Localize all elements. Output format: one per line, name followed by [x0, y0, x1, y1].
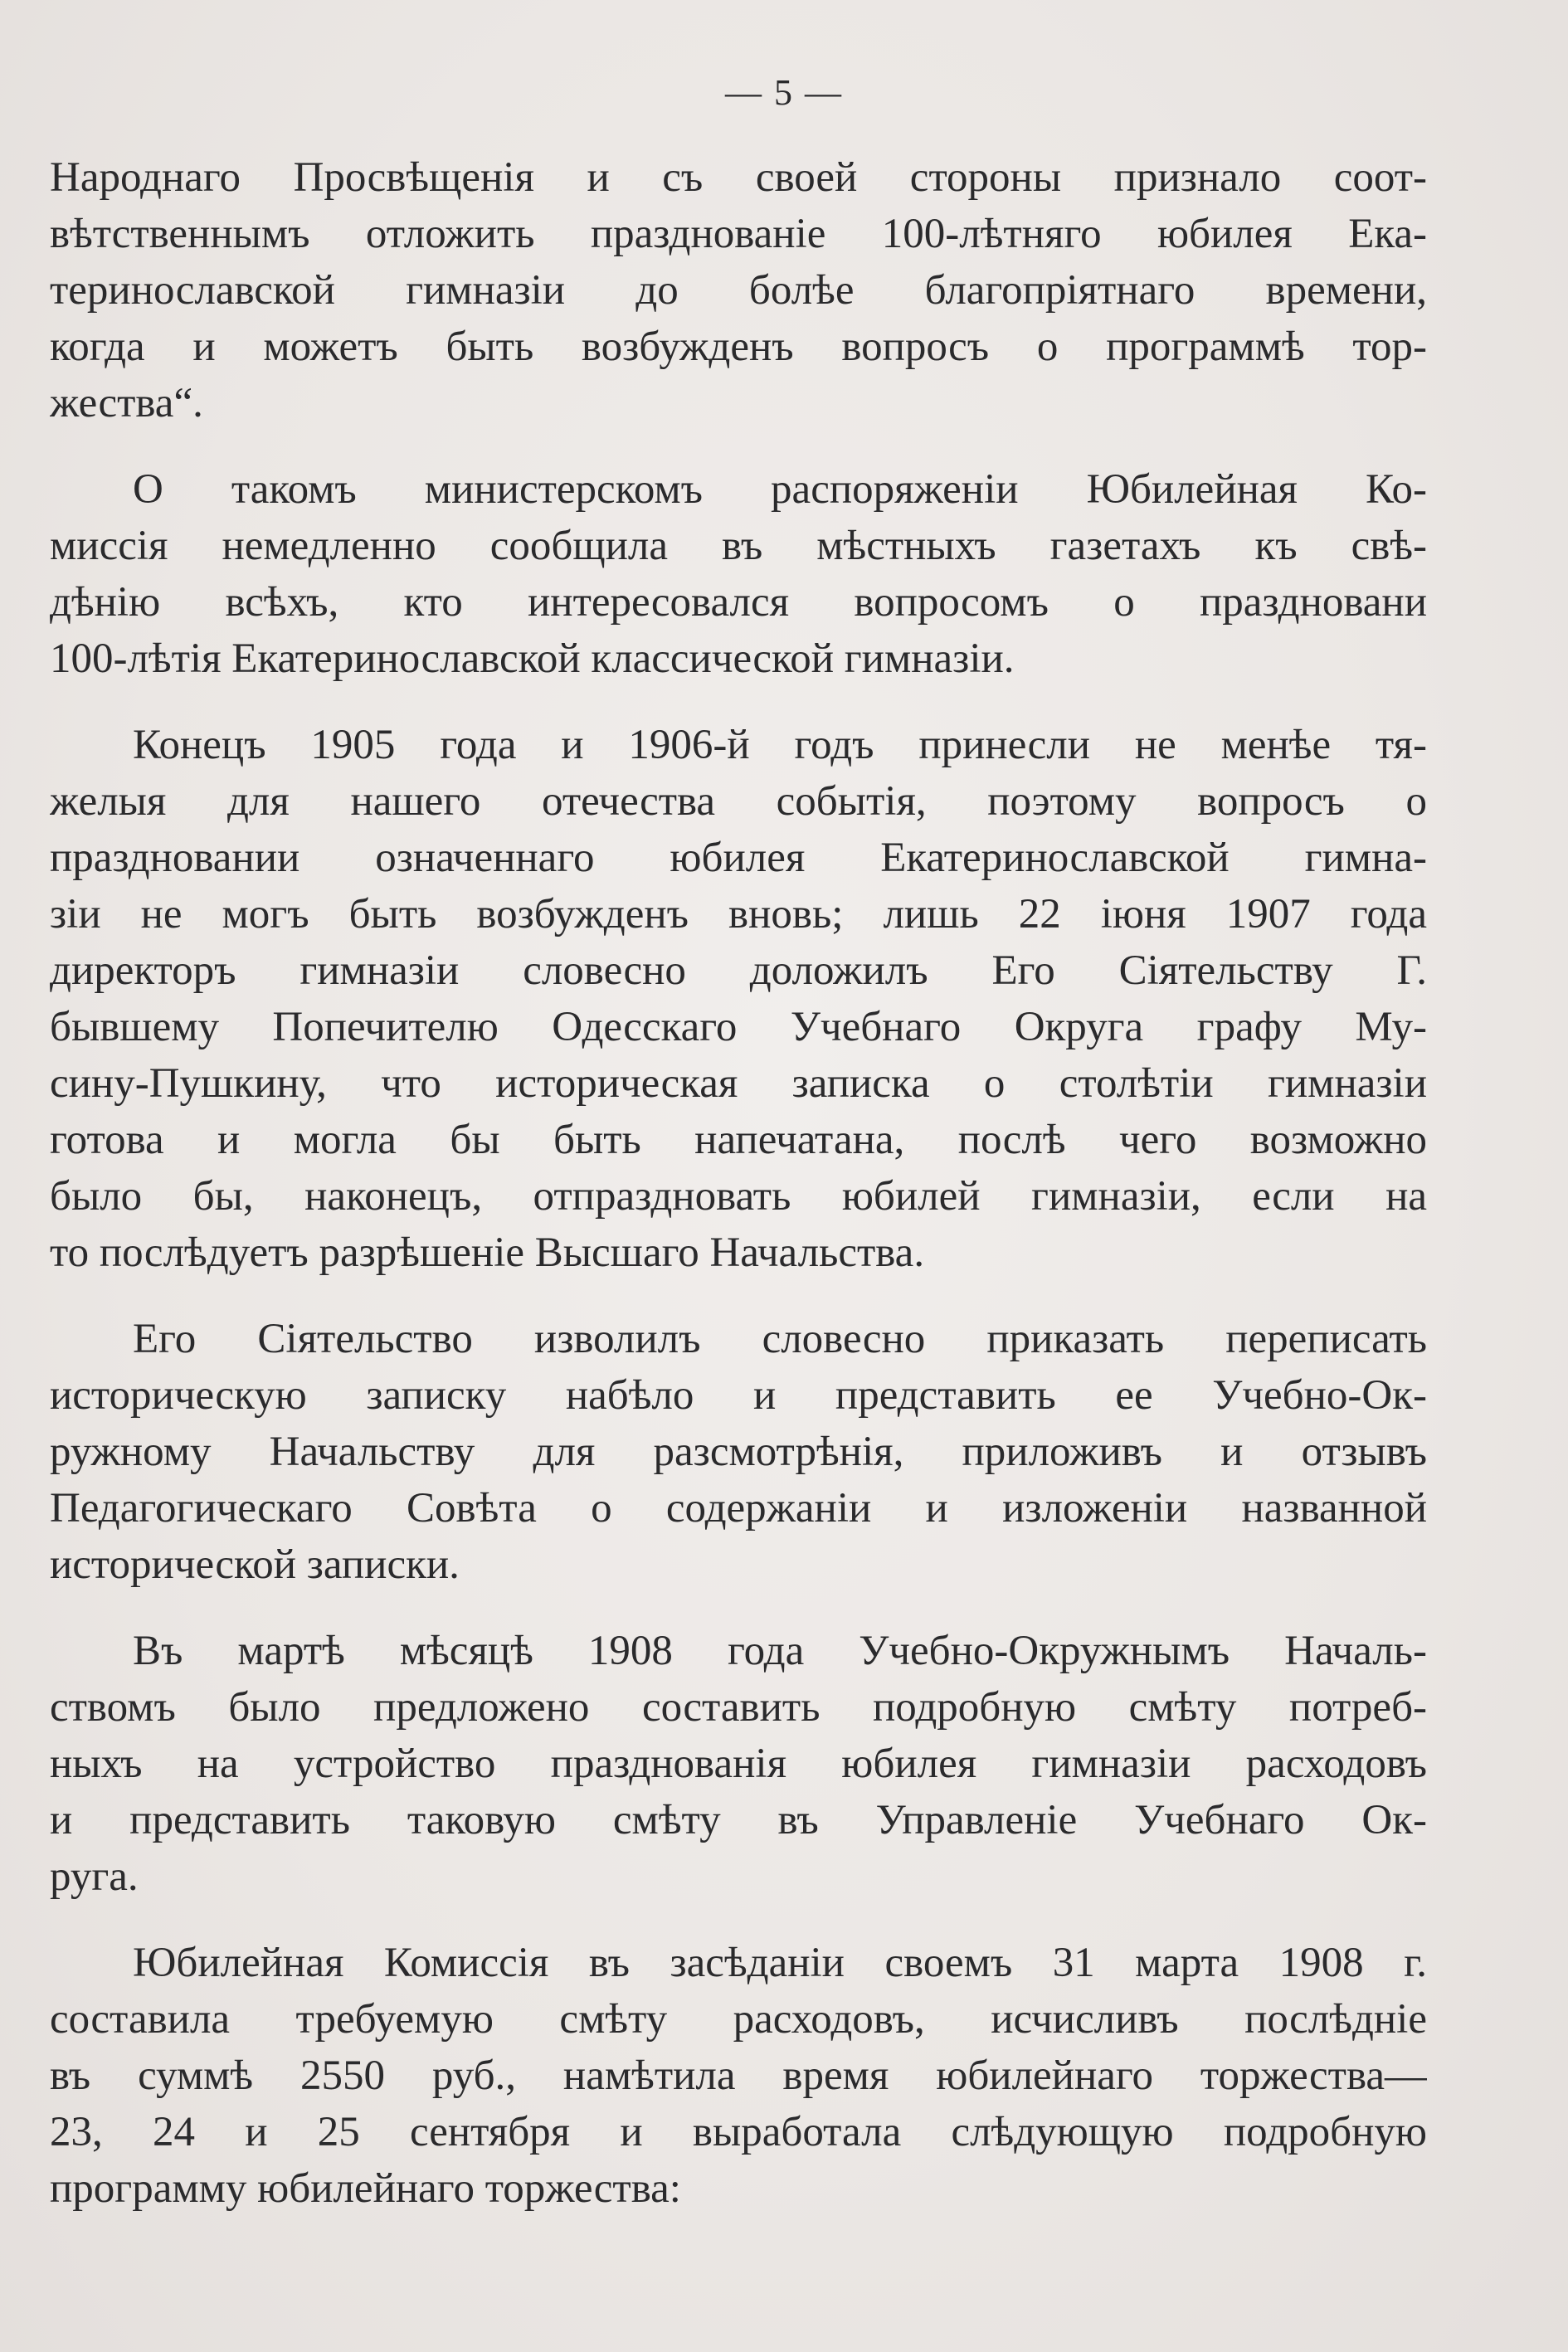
text-line: желыя для нашего отечества событія, поэтому вопросъ о [50, 778, 1427, 825]
text-line: составила требуемую смѣту расходовъ, исчисливъ послѣдніе [50, 1996, 1427, 2043]
text-line: жества“. [50, 380, 203, 426]
paragraph-3 [50, 717, 1427, 1281]
text-line: готова и могла бы быть напечатана, послѣ чего возможно [50, 1117, 1427, 1163]
paragraph-6 [50, 1935, 1427, 2217]
text-line: О такомъ министерскомъ распоряженіи Юбилейная Ко- [133, 466, 1427, 513]
page-body [50, 149, 1427, 2247]
text-line: программу юбилейнаго торжества: [50, 2165, 681, 2212]
text-line: руга. [50, 1853, 139, 1900]
text-line: праздновании означеннаго юбилея Екатеринославской гимна- [50, 835, 1427, 881]
paragraph-2 [50, 461, 1427, 687]
text-line: зіи не могъ быть возбужденъ вновь; лишь 22 іюня 1907 года [50, 891, 1427, 937]
paragraph-5 [50, 1623, 1427, 1905]
text-line: Народнаго Просвѣщенія и съ своей стороны признало соот- [50, 154, 1427, 201]
text-line: въ суммѣ 2550 руб., намѣтила время юбилейнаго торжества— [50, 2053, 1427, 2099]
text-line: вѣтственнымъ отложить празднованіе 100-лѣтняго юбилея Ека- [50, 211, 1427, 257]
text-line: и представить таковую смѣту въ Управленіе Учебнаго Ок- [50, 1797, 1427, 1843]
text-line: дѣнію всѣхъ, кто интересовался вопросомъ о праздновани [50, 579, 1427, 626]
text-line: было бы, наконецъ, отпраздновать юбилей гимназіи, если на [50, 1173, 1427, 1220]
text-line: Въ мартѣ мѣсяцѣ 1908 года Учебно-Окружнымъ Началь- [133, 1628, 1427, 1674]
text-line: ныхъ на устройство празднованія юбилея гимназіи расходовъ [50, 1741, 1427, 1787]
text-line: бывшему Попечителю Одесскаго Учебнаго Округа графу Му- [50, 1004, 1427, 1050]
paragraph-4 [50, 1311, 1427, 1593]
text-line: Его Сіятельство изволилъ словесно приказать переписать [133, 1316, 1427, 1362]
text-line: то послѣдуетъ разрѣшеніе Высшаго Начальства. [50, 1230, 925, 1276]
text-line: исторической записки. [50, 1541, 460, 1588]
text-line: теринославской гимназіи до болѣе благопріятнаго времени, [50, 267, 1427, 314]
text-line: ружному Начальству для разсмотрѣнія, приложивъ и отзывъ [50, 1429, 1427, 1475]
text-line: когда и можетъ быть возбужденъ вопросъ о программѣ тор- [50, 324, 1427, 370]
page-number: — 5 — [725, 72, 843, 113]
text-line: Педагогическаго Совѣта о содержаніи и изложеніи названной [50, 1485, 1427, 1531]
paragraph-1 [50, 149, 1427, 431]
text-line: Юбилейная Комиссія въ засѣданіи своемъ 31 марта 1908 г. [133, 1940, 1427, 1986]
text-line: ствомъ было предложено составить подробную смѣту потреб- [50, 1684, 1427, 1731]
text-line: историческую записку набѣло и представить ее Учебно-Ок- [50, 1372, 1427, 1419]
text-line: сину-Пушкину, что историческая записка о столѣтіи гимназіи [50, 1060, 1427, 1107]
text-line: Конецъ 1905 года и 1906-й годъ принесли не менѣе тя- [133, 722, 1427, 768]
text-line: директоръ гимназіи словесно доложилъ Его Сіятельству Г. [50, 947, 1427, 994]
text-line: миссія немедленно сообщила въ мѣстныхъ газетахъ къ свѣ- [50, 523, 1427, 569]
text-line: 100-лѣтія Екатеринославской классической гимназіи. [50, 635, 1015, 682]
text-line: 23, 24 и 25 сентября и выработала слѣдующую подробную [50, 2109, 1427, 2155]
